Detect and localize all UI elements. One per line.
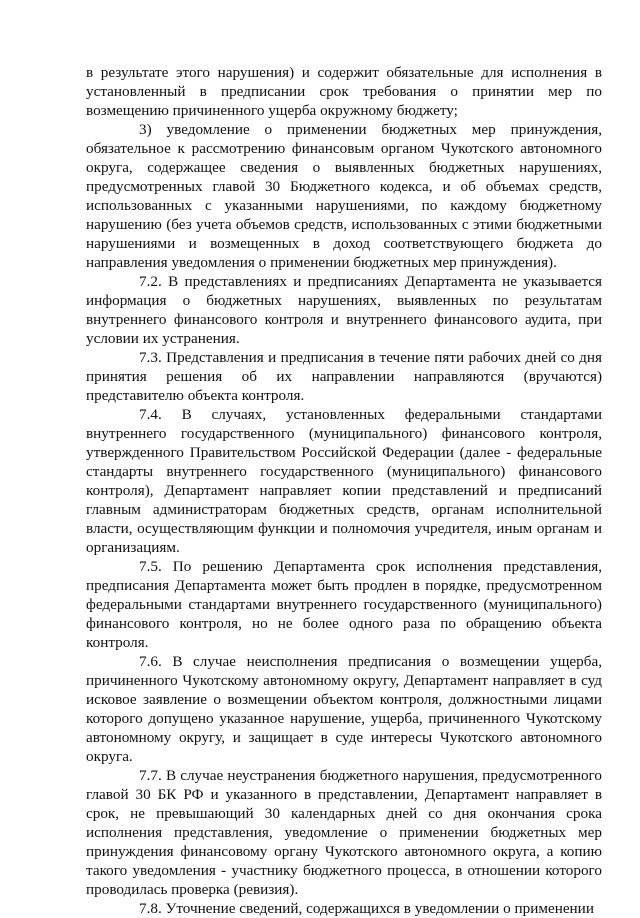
document-page <box>86 63 602 918</box>
paragraph-continuation: в результате этого нарушения) и содержит обязательные для исполнения в установленный в предписании срок требования о принятии мер по возмещению причиненного ущерба окружному бюджету; <box>86 64 602 119</box>
paragraph-7-4: 7.4. В случаях, установленных федеральными стандартами внутреннего государственного (муниципального) финансового контроля, утвержденного Правительством Российской Федерации (далее - федеральные стандарты внутреннего государственного (муниципального) финансового контроля), Департамент направляет копии представлений и предписаний главным администраторам бюджетных средств, органам исполнительной власти, осуществляющим функции и полномочия учредителя, иным органам и организациям. <box>86 406 602 556</box>
paragraph-7-5: 7.5. По решению Департамента срок исполнения представления, предписания Департамента может быть продлен в порядке, предусмотренном федеральными стандартами внутреннего государственного (муниципального) финансового контроля, но не более одного раза по обращению объекта контроля. <box>86 558 602 651</box>
paragraph-7-7: 7.7. В случае неустранения бюджетного нарушения, предусмотренного главой 30 БК РФ и указанного в представлении, Департамент направляет в срок, не превышающий 30 календарных дней со дня окончания срока исполнения представления, уведомление о применении бюджетных мер принуждения финансовому органу Чукотского автономного округа, а копию такого уведомления - участнику бюджетного процесса, в отношении которого проводилась проверка (ревизия). <box>86 767 602 898</box>
paragraph-item-3-notification: 3) уведомление о применении бюджетных мер принуждения, обязательное к рассмотрению финансовым органом Чукотского автономного округа, содержащее сведения о выявленных бюджетных нарушениях, предусмотренных главой 30 Бюджетного кодекса, и об объемах средств, использованных с указанными нарушениями, по каждому бюджетному нарушению (без учета объемов средств, использованных с этими бюджетными нарушениями и возмещенных в доход соответствующего бюджета до направления уведомления о применении бюджетных мер принуждения). <box>86 121 602 271</box>
paragraph-7-8: 7.8. Уточнение сведений, содержащихся в уведомлении о применении <box>139 900 594 917</box>
paragraph-7-6: 7.6. В случае неисполнения предписания о возмещении ущерба, причиненного Чукотскому автономному округу, Департамент направляет в суд исковое заявление о возмещении объектом контроля, должностными лицами которого допущено указанное нарушение, ущерба, причиненного Чукотскому автономному округу, и защищает в суде интересы Чукотского автономного округа. <box>86 653 602 765</box>
paragraph-7-3: 7.3. Представления и предписания в течение пяти рабочих дней со дня принятия решения об их направлении направляются (вручаются) представителю объекта контроля. <box>86 349 602 404</box>
paragraph-7-2: 7.2. В представлениях и предписаниях Департамента не указывается информация о бюджетных нарушениях, выявленных по результатам внутреннего финансового контроля и внутреннего финансового аудита, при условии их устранения. <box>86 273 602 347</box>
